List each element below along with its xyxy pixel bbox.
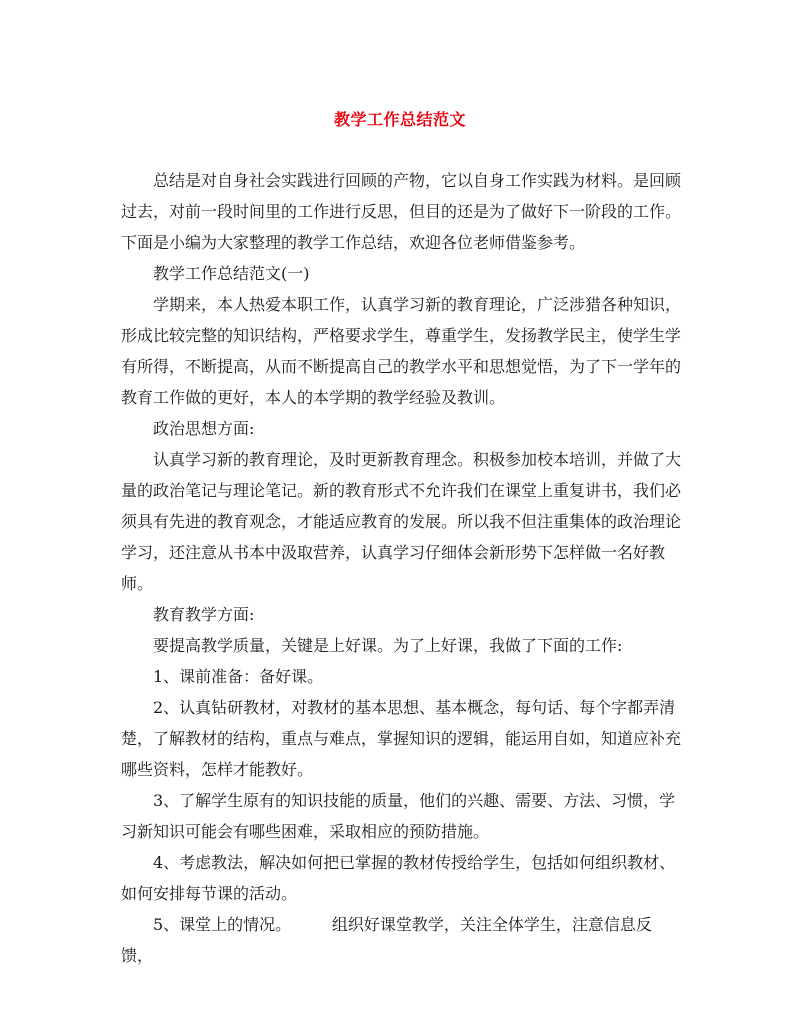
list-item-5: 5、课堂上的情况。 组织好课堂教学，关注全体学生，注意信息反馈，	[121, 915, 652, 965]
section-heading-political: 政治思想方面:	[153, 419, 255, 438]
section-heading-teaching: 教育教学方面:	[153, 605, 255, 624]
paragraph-political: 认真学习新的教育理论，及时更新教育理念。积极参加校本培训，并做了大量的政治笔记与理论笔记。新的教育形式不允许我们在课堂上重复讲书，我们必须具有先进的教育观念，才能适应教育的发展。所以我不但注重集体的政治理论学习，还注意从书本中汲取营养，认真学习仔细体会新形势下怎样做一名好教师。	[121, 450, 682, 593]
paragraph-semester-overview: 学期来，本人热爱本职工作，认真学习新的教育理论，广泛涉猎各种知识，形成比较完整的知识结构，严格要求学生，尊重学生，发扬教学民主，使学生学有所得，不断提高，从而不断提高自己的教学水平和思想觉悟，为了下一学年的教育工作做的更好，本人的本学期的教学经验及教训。	[121, 295, 682, 407]
paragraph-teaching-intro: 要提高教学质量，关键是上好课。为了上好课，我做了下面的工作:	[153, 636, 623, 655]
paragraph-intro: 总结是对自身社会实践进行回顾的产物，它以自身工作实践为材料。是回顾过去，对前一段时间里的工作进行反思，但目的还是为了做好下一阶段的工作。下面是小编为大家整理的教学工作总结，欢迎各位老师借鉴参考。	[121, 171, 682, 252]
list-item-1: 1、课前准备：备好课。	[153, 667, 324, 686]
document-body	[121, 165, 681, 971]
section-heading-sample-one: 教学工作总结范文(一)	[153, 264, 310, 283]
document-title: 教学工作总结范文	[333, 110, 466, 129]
list-item-4: 4、考虑教法，解决如何把已掌握的教材传授给学生，包括如何组织教材、如何安排每节课的活动。	[121, 853, 676, 903]
list-item-2: 2、认真钻研教材，对教材的基本思想、基本概念，每句话、每个字都弄清楚，了解教材的结构，重点与难点，掌握知识的逻辑，能运用自如，知道应补充哪些资料，怎样才能教好。	[121, 698, 682, 779]
list-item-3: 3、了解学生原有的知识技能的质量，他们的兴趣、需要、方法、习惯，学习新知识可能会有哪些困难，采取相应的预防措施。	[121, 791, 676, 841]
